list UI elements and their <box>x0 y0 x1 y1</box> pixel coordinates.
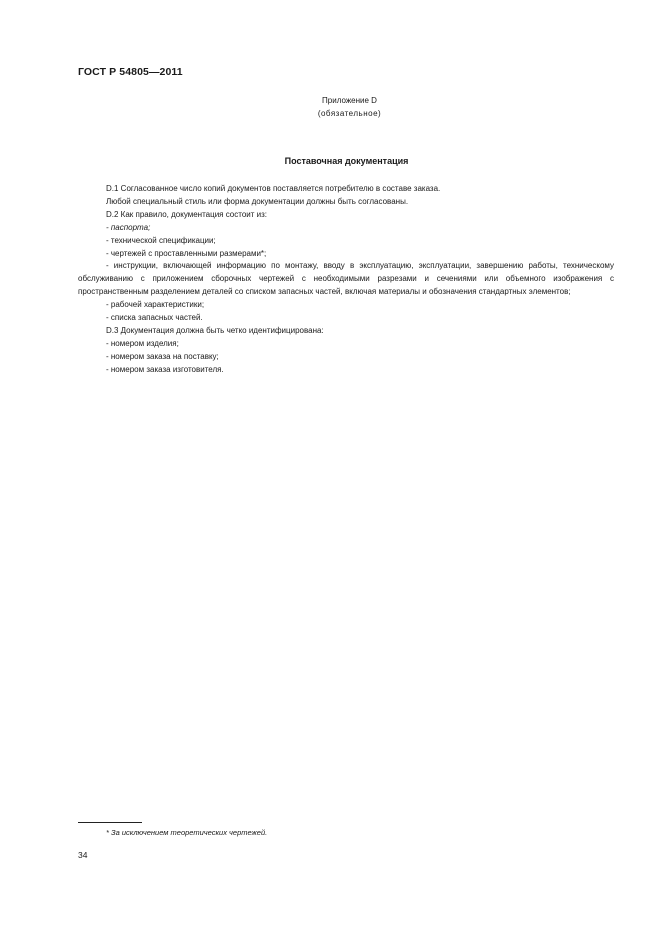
list-item-spec: - технической спецификации; <box>106 235 216 245</box>
footnote: * За исключением теоретических чертежей. <box>106 828 268 837</box>
paragraph-d2: D.2 Как правило, документация состоит из: <box>106 209 267 219</box>
list-item-order-number: - номером заказа на поставку; <box>106 351 219 361</box>
paragraph-d3: D.3 Документация должна быть четко идентифицирована: <box>106 325 324 335</box>
list-item-instructions: - инструкции, включающей информацию по монтажу, вводу в эксплуатацию, эксплуатации, завершению работы, техническому обслуживанию с приложением сборочных чертежей с необходимыми разрезами и сечениями или объемного изображения с пространственным разделением деталей со списком запасных частей, включая материалы и обозначения стандартных элементов; <box>78 261 614 297</box>
appendix-status: (обязательное) <box>317 109 382 118</box>
document-code: ГОСТ Р 54805—2011 <box>78 66 183 78</box>
appendix-title: Приложение D <box>322 96 377 105</box>
list-item-product-number: - номером изделия; <box>106 338 179 348</box>
list-item-spare-parts: - списка запасных частей. <box>106 313 203 323</box>
paragraph-d1: D.1 Согласованное число копий документов поставляется потребителю в составе заказа. <box>106 184 441 193</box>
footnote-divider <box>78 822 142 823</box>
section-title: Поставочная документация <box>284 156 409 166</box>
document-body <box>78 183 614 377</box>
paragraph-style: Любой специальный стиль или форма документации должны быть согласованы. <box>106 196 409 206</box>
page-number: 34 <box>78 850 88 860</box>
list-item-passport: - паспорта; <box>106 222 151 232</box>
appendix-heading <box>0 94 661 120</box>
list-item-drawings: - чертежей с проставленными размерами*; <box>106 248 267 258</box>
list-item-performance: - рабочей характеристики; <box>106 300 205 310</box>
list-item-manufacturer-order: - номером заказа изготовителя. <box>106 364 224 374</box>
